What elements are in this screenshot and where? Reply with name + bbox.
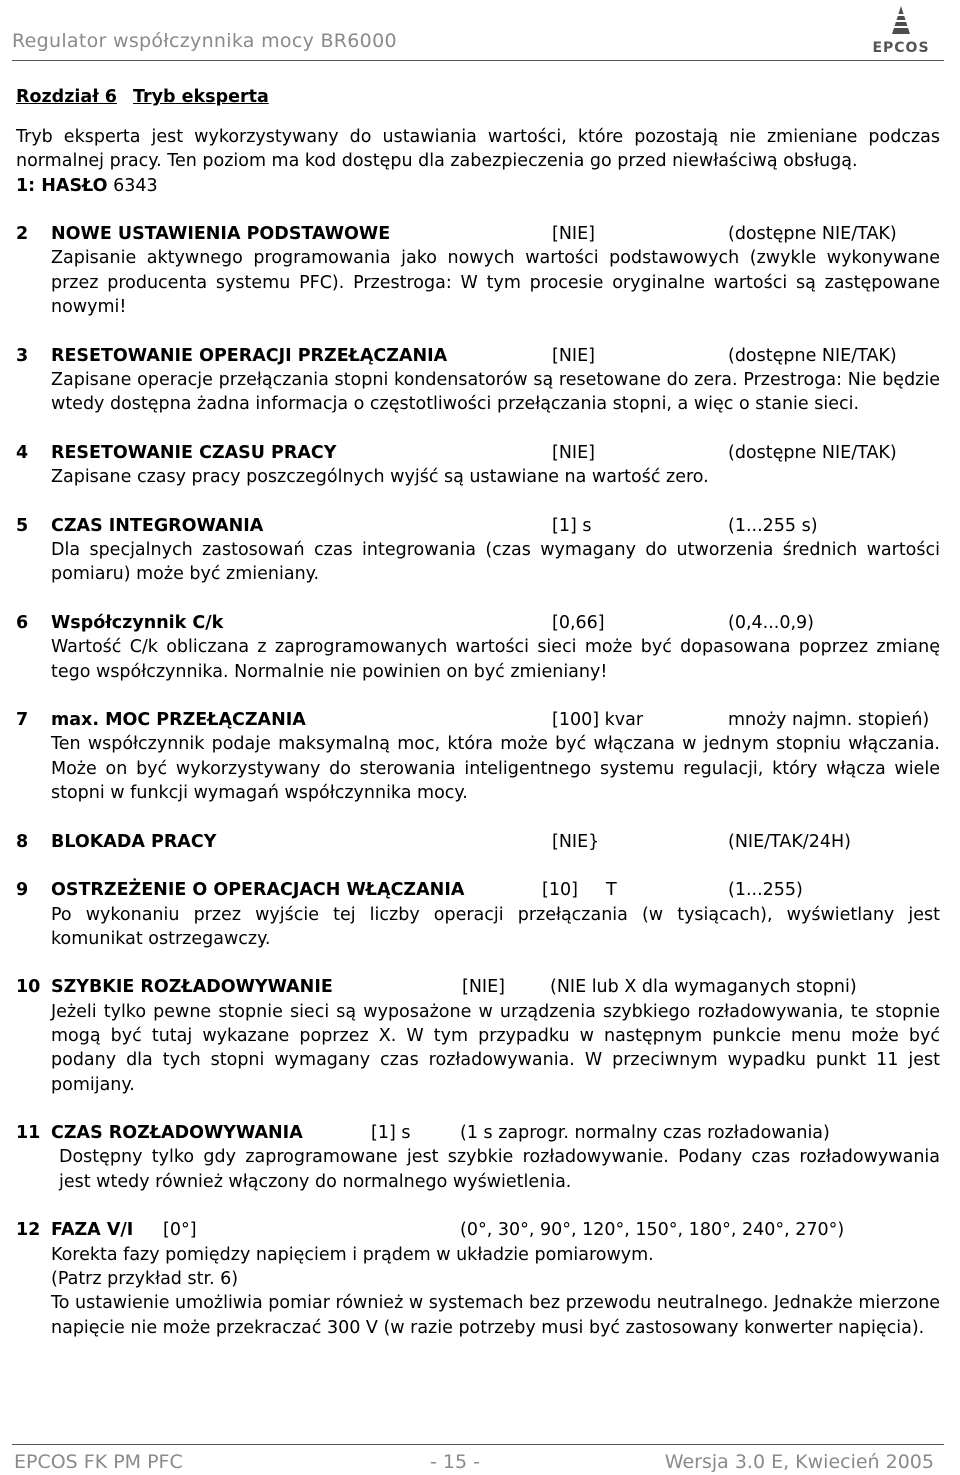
parameter-number: 8 bbox=[16, 831, 29, 852]
parameter-item bbox=[16, 222, 940, 319]
parameter-name-text: OSTRZEŻENIE O OPERACJACH WŁĄCZANIA bbox=[51, 880, 465, 901]
parameter-description: Ten współczynnik podaje maksymalną moc, która może być włączana w jednym stopniu włączania. Może on być wykorzystywany do sterowania inteligentnego systemu regulacji, który włącza wiele stopni w funkcji wymagań współczynnika mocy. bbox=[51, 734, 940, 804]
parameter-number: 3 bbox=[16, 345, 29, 366]
parameter-name bbox=[51, 344, 447, 368]
parameter-name bbox=[51, 1121, 303, 1145]
page-number: - 15 - bbox=[430, 1451, 480, 1473]
parameter-header bbox=[16, 830, 940, 854]
parameter-description: Zapisanie aktywnego programowania jako nowych wartości podstawowych (zwykle wykonywane przez producenta systemu PFC). Przestroga: W tym procesie oryginalne wartości są zastępowane nowymi! bbox=[51, 248, 940, 318]
parameter-name-text: SZYBKIE ROZŁADOWYWANIE bbox=[51, 977, 333, 998]
logo-text: EPCOS bbox=[872, 40, 930, 56]
parameter-header bbox=[16, 708, 940, 732]
parameter-default: [1] s bbox=[371, 1123, 411, 1144]
parameter-item bbox=[16, 1121, 940, 1194]
parameter-default: [10] bbox=[542, 880, 578, 901]
parameter-default: [NIE] bbox=[552, 345, 595, 366]
document-header-title: Regulator współczynnika mocy BR6000 bbox=[12, 30, 397, 52]
parameter-number: 9 bbox=[16, 880, 29, 901]
intro-paragraph: Tryb eksperta jest wykorzystywany do ustawiania wartości, które pozostają nie zmieniane podczas normalnej pracy. Ten poziom ma kod dostępu dla zabezpieczenia go przed niewłaściwą obsługą. bbox=[16, 127, 940, 172]
parameter-name bbox=[51, 975, 333, 999]
parameter-default: [1] s bbox=[552, 515, 592, 536]
parameter-name bbox=[51, 1218, 133, 1242]
parameter-description-line: Korekta fazy pomiędzy napięciem i prądem w układzie pomiarowym. bbox=[51, 1244, 654, 1265]
parameter-header bbox=[16, 611, 940, 635]
parameter-name-prefix: max. bbox=[51, 710, 99, 731]
parameter-name-text: CZAS INTEGROWANIA bbox=[51, 515, 264, 536]
chapter-heading bbox=[16, 85, 940, 111]
parameter-header bbox=[16, 441, 940, 465]
password-label: 1: HASŁO bbox=[16, 175, 108, 196]
parameter-list bbox=[16, 222, 940, 1340]
parameter-description-line: (Patrz przykład str. 6) bbox=[51, 1268, 239, 1289]
password-row bbox=[16, 174, 940, 198]
parameter-item bbox=[16, 514, 940, 587]
parameter-range: (0,4...0,9) bbox=[728, 612, 815, 633]
parameter-name bbox=[51, 708, 306, 732]
parameter-number: 10 bbox=[16, 977, 41, 998]
parameter-number: 7 bbox=[16, 710, 29, 731]
parameter-number: 6 bbox=[16, 612, 29, 633]
parameter-header bbox=[16, 878, 940, 902]
parameter-item bbox=[16, 1218, 940, 1339]
parameter-name-text: BLOKADA PRACY bbox=[51, 831, 217, 852]
chapter-title: Tryb eksperta bbox=[132, 87, 269, 107]
parameter-description: Po wykonaniu przez wyjście tej liczby operacji przełączania (w tysiącach), wyświetlany jest komunikat ostrzegawczy. bbox=[51, 904, 940, 949]
password-value: 6343 bbox=[113, 175, 158, 196]
parameter-range: (1...255) bbox=[728, 880, 803, 901]
chapter-number: Rozdział 6 bbox=[16, 87, 117, 107]
logo-mark-icon bbox=[884, 4, 918, 38]
parameter-description: Wartość C/k obliczana z zaprogramowanych wartości sieci może być dopasowana poprzez zmianę tego współczynnika. Normalnie nie powinien on być zmieniany! bbox=[51, 637, 940, 682]
footer-version: Wersja 3.0 E, Kwiecień 2005 bbox=[664, 1451, 934, 1473]
parameter-item bbox=[16, 611, 940, 684]
parameter-description: Dla specjalnych zastosowań czas integrowania (czas wymagany do utworzenia średnich wartości pomiaru) może być zmieniany. bbox=[51, 540, 940, 585]
parameter-header bbox=[16, 1218, 940, 1242]
parameter-item bbox=[16, 830, 940, 854]
parameter-number: 11 bbox=[16, 1123, 41, 1144]
parameter-default: [0,66] bbox=[552, 612, 605, 633]
parameter-range: (dostępne NIE/TAK) bbox=[728, 345, 897, 366]
parameter-range: (1...255 s) bbox=[728, 515, 818, 536]
parameter-range: (NIE/TAK/24H) bbox=[728, 831, 851, 852]
parameter-range: (1 s zaprogr. normalny czas rozładowania) bbox=[460, 1123, 830, 1144]
parameter-name-text: RESETOWANIE OPERACJI PRZEŁĄCZANIA bbox=[51, 345, 448, 366]
parameter-unit: T bbox=[606, 880, 617, 901]
parameter-item bbox=[16, 441, 940, 490]
parameter-default: [NIE] bbox=[552, 224, 595, 245]
parameter-description-line: To ustawienie umożliwia pomiar również w systemach bez przewodu neutralnego. Jednakże mierzone napięcie nie może przekraczać 300 V (w razie potrzeby musi być zastosowany konwerter napięcia). bbox=[51, 1293, 940, 1338]
parameter-default: [NIE] bbox=[462, 977, 505, 998]
parameter-number: 12 bbox=[16, 1220, 41, 1241]
parameter-name-text: MOC PRZEŁĄCZANIA bbox=[105, 710, 306, 731]
parameter-default: [NIE] bbox=[552, 442, 595, 463]
header-divider bbox=[12, 60, 944, 61]
footer-divider bbox=[12, 1444, 944, 1445]
parameter-header bbox=[16, 1121, 940, 1145]
parameter-range: (0°, 30°, 90°, 120°, 150°, 180°, 240°, 270°) bbox=[460, 1220, 845, 1241]
parameter-name bbox=[51, 611, 223, 635]
parameter-name-text: CZAS ROZŁADOWYWANIA bbox=[51, 1123, 303, 1144]
parameter-name-text: FAZA V/I bbox=[51, 1220, 134, 1241]
parameter-description: Zapisane czasy pracy poszczególnych wyjść są ustawiane na wartość zero. bbox=[51, 467, 709, 488]
parameter-header bbox=[16, 344, 940, 368]
footer-company: EPCOS FK PM PFC bbox=[14, 1451, 183, 1473]
page-content bbox=[16, 85, 940, 1340]
parameter-item bbox=[16, 878, 940, 951]
parameter-default: [0°] bbox=[163, 1220, 197, 1241]
parameter-header bbox=[16, 222, 940, 246]
parameter-name bbox=[51, 441, 336, 465]
parameter-range: mnoży najmn. stopień) bbox=[728, 710, 930, 731]
parameter-header bbox=[16, 514, 940, 538]
parameter-description: Zapisane operacje przełączania stopni kondensatorów są resetowane do zera. Przestroga: Nie będzie wtedy dostępna żadna informacja o częstotliwości przełączania stopni, a więc o stanie sieci. bbox=[51, 369, 940, 415]
parameter-item bbox=[16, 344, 940, 417]
parameter-number: 5 bbox=[16, 515, 29, 536]
parameter-range: (NIE lub X dla wymaganych stopni) bbox=[550, 977, 857, 998]
parameter-range: (dostępne NIE/TAK) bbox=[728, 224, 897, 245]
parameter-name-text: Współczynnik C/k bbox=[51, 612, 224, 633]
parameter-name bbox=[51, 222, 390, 246]
epcos-logo bbox=[870, 4, 932, 56]
parameter-default: [100] kvar bbox=[552, 710, 644, 731]
parameter-name bbox=[51, 878, 464, 902]
parameter-default: [NIE} bbox=[552, 831, 600, 852]
parameter-range: (dostępne NIE/TAK) bbox=[728, 442, 897, 463]
parameter-item bbox=[16, 975, 940, 1096]
parameter-number: 2 bbox=[16, 224, 29, 245]
parameter-header bbox=[16, 975, 940, 999]
parameter-name bbox=[51, 514, 263, 538]
parameter-item bbox=[16, 708, 940, 805]
parameter-number: 4 bbox=[16, 442, 29, 463]
parameter-description: Dostępny tylko gdy zaprogramowane jest szybkie rozładowywanie. Podany czas rozładowywania jest wtedy również włączony do normalnego wyświetlenia. bbox=[59, 1147, 940, 1192]
parameter-description: Jeżeli tylko pewne stopnie sieci są wyposażone w urządzenia szybkiego rozładowywania, te stopnie mogą być tutaj wykazane poprzez X. W tym przypadku w następnym punkcie menu może być podany dla tych stopni wymagany czas rozładowywania. W przeciwnym wypadku punkt 11 jest pomijany. bbox=[51, 1001, 940, 1095]
parameter-name bbox=[51, 830, 216, 854]
parameter-name-text: NOWE USTAWIENIA PODSTAWOWE bbox=[51, 224, 391, 245]
parameter-name-text: RESETOWANIE CZASU PRACY bbox=[51, 442, 337, 463]
